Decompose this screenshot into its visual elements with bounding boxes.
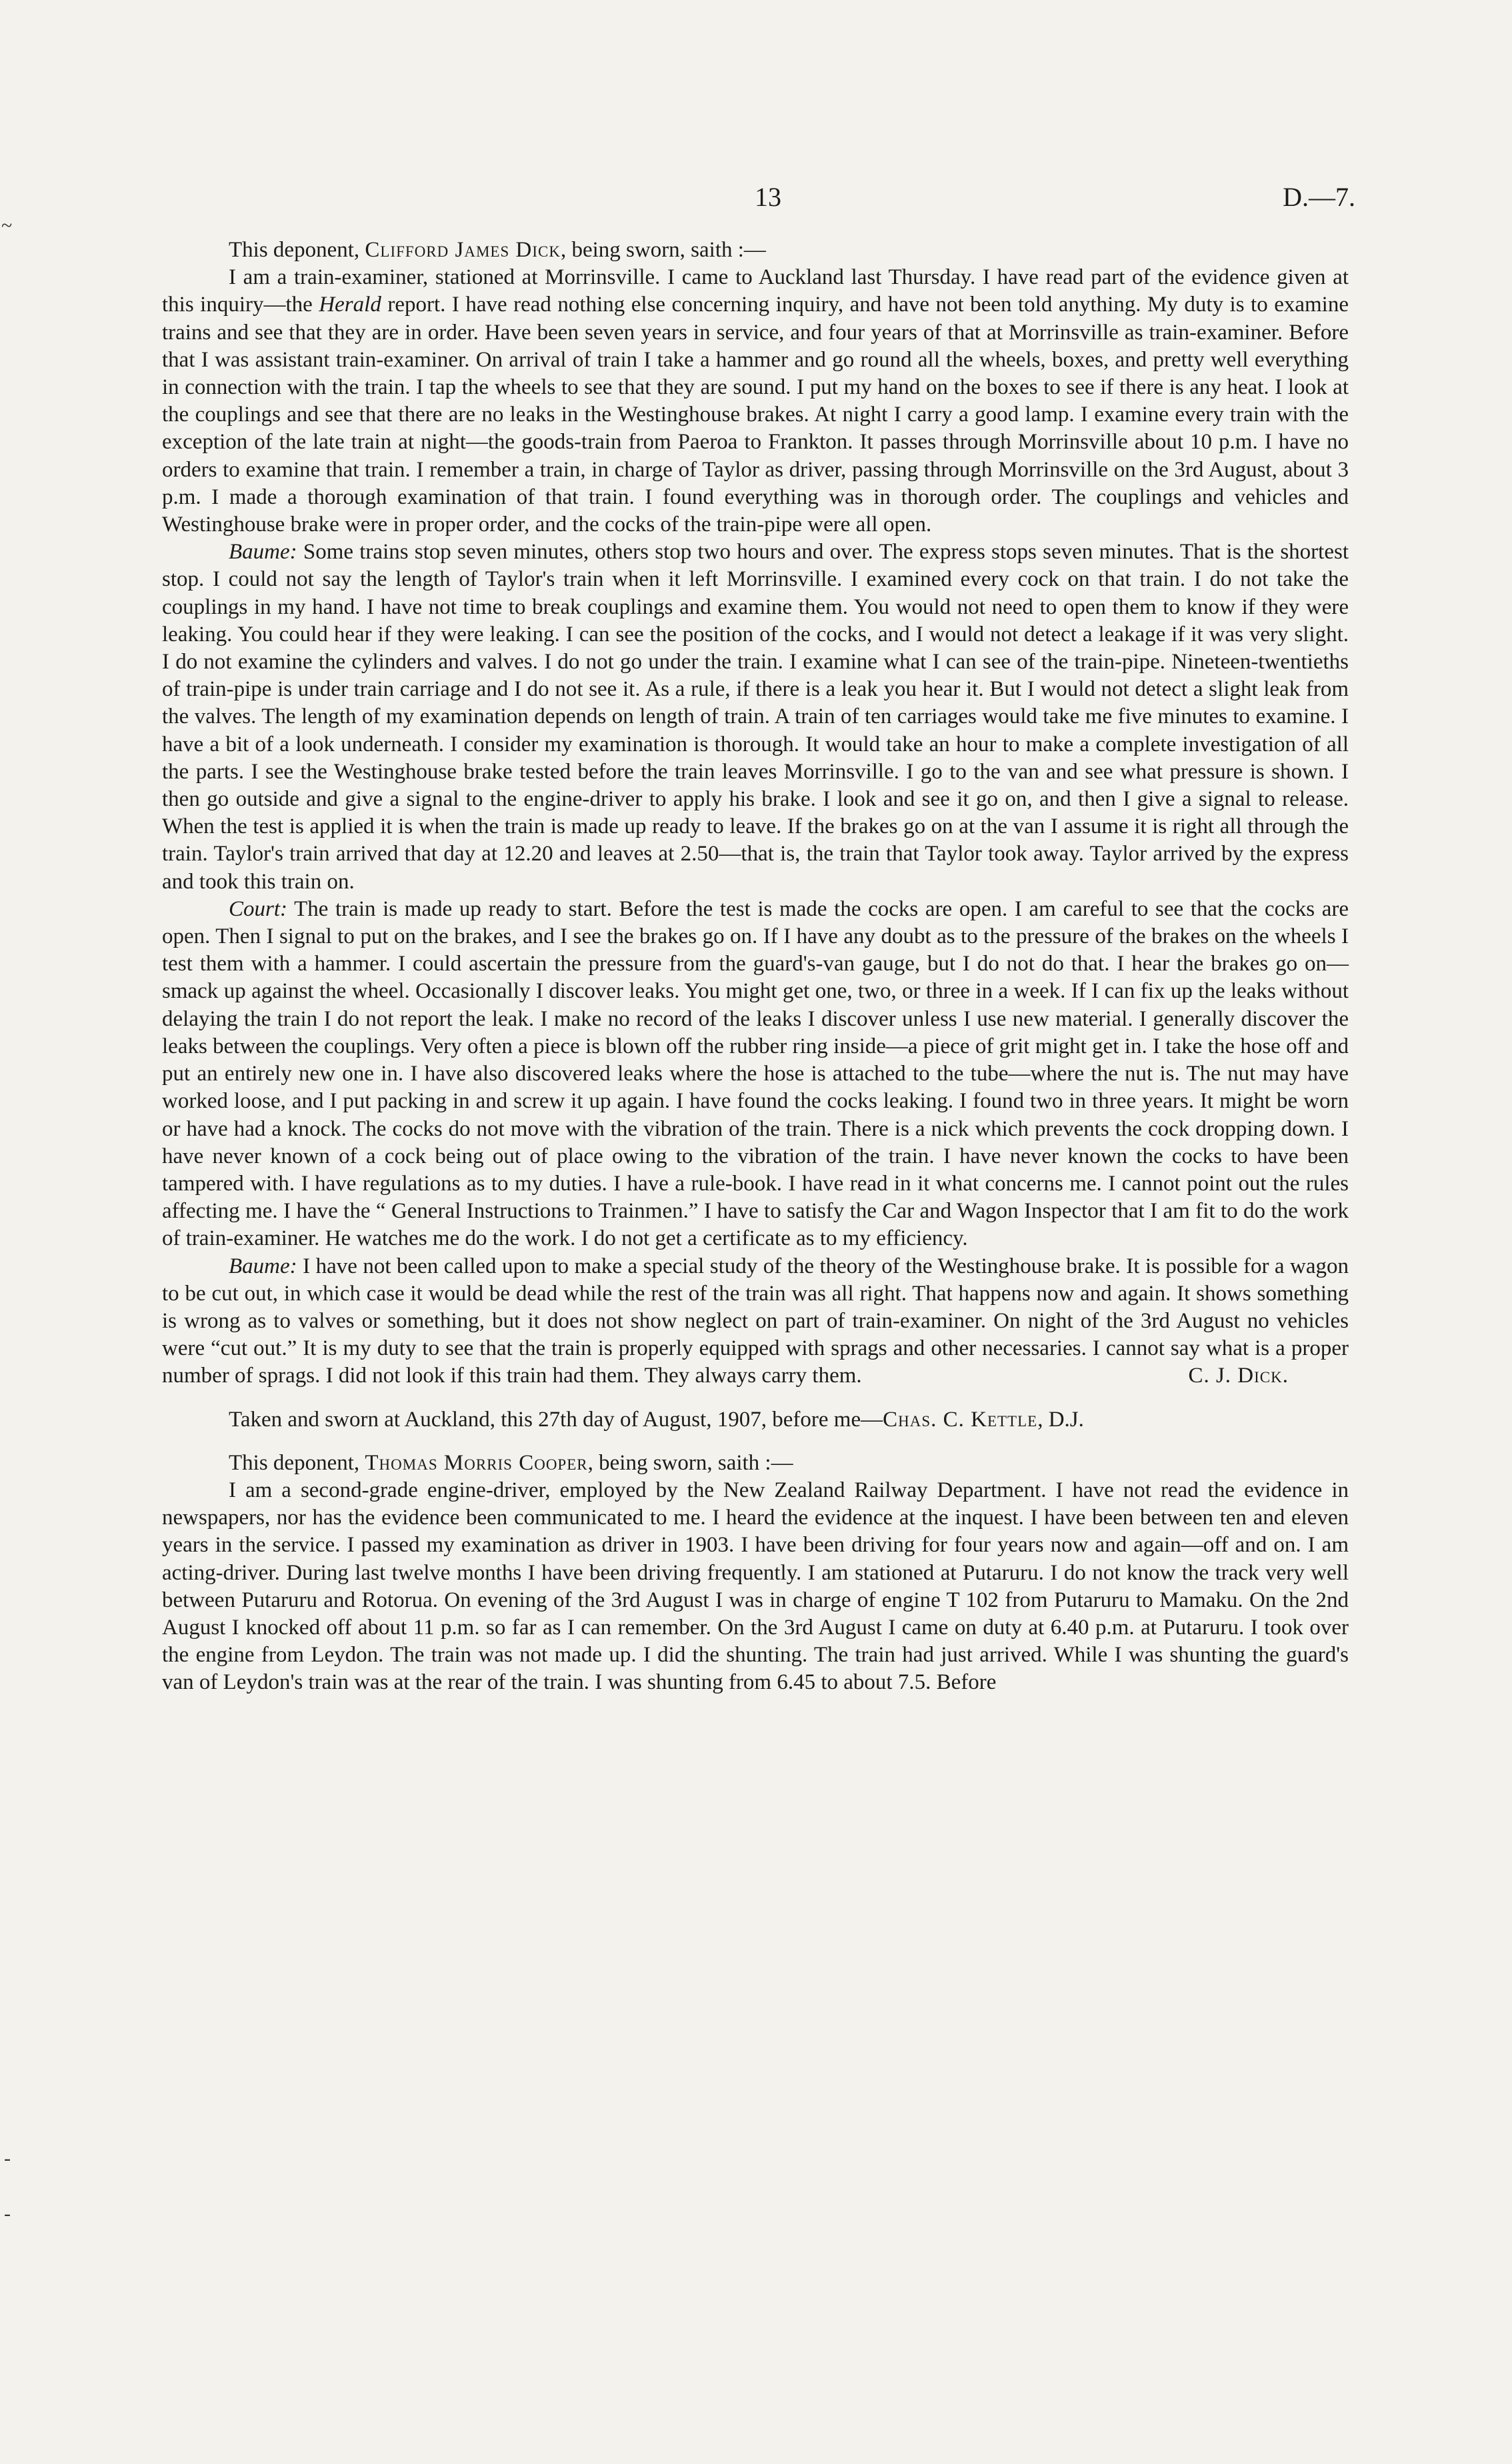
paragraph-text: I am a train-examiner, stationed at Morrinsville. I came to Auckland last Thursday. I have read part of the evidence given at this inquiry—the — [162, 265, 1349, 317]
sworn-statement — [162, 1406, 1349, 1434]
deposition-intro-dick — [162, 237, 1349, 264]
paragraph-text: Some trains stop seven minutes, others stop two hours and over. The express stops seven minutes. That is the shortest stop. I could not say the length of Taylor's train when it left Morrinsville. I examined every cock on that train. I do not take the couplings in my hand. I have not time to break couplings and examine them. You would not need to open them to know if they were leaking. You could hear if they were leaking. I can see the position of the cocks, and I would not detect a leakage if it was very slight. I do not examine the cylinders and valves. I do not go under the train. I examine what I can see of the train-pipe. Nineteen-twentieths of train-pipe is under train carriage and I do not see it. As a rule, if there is a leak you hear it. But I would not detect a slight leak from the valves. The length of my examination depends on length of train. A train of ten carriages would take me five minutes to examine. I have a bit of a look underneath. I consider my examination is thorough. It would take an hour to make a complete investigation of all the parts. I see the Westinghouse brake tested before the train leaves Morrinsville. I go to the van and see what pressure is shown. I then go outside and give a signal to the engine-driver to apply his brake. I look and see it go on, and then I give a signal to release. When the test is applied it is when the train is made up ready to leave. If the brakes go on at the van I assume it is right all through the train. Taylor's train arrived that day at 12.20 and leaves at 2.50—that is, the train that Taylor took away. Taylor arrived by the express and took this train on. — [162, 540, 1349, 894]
document-reference: D.—7. — [1283, 182, 1355, 212]
magistrate-name: Chas. C. Kettle — [883, 1407, 1038, 1432]
cross-examination-paragraph — [162, 1253, 1349, 1390]
court-examination-paragraph — [162, 896, 1349, 1253]
sworn-text: , D.J. — [1037, 1407, 1084, 1432]
sworn-text: Taken and sworn at Auckland, this 27th day of August, 1907, before me— — [229, 1407, 883, 1432]
evidence-paragraph — [162, 1477, 1349, 1697]
margin-mark: - — [4, 2203, 11, 2225]
examiner-label: Baume: — [229, 1254, 297, 1278]
deponent-name: Thomas Morris Cooper — [365, 1450, 588, 1475]
paragraph-text: The train is made up ready to start. Before the test is made the cocks are open. I am careful to see that the cocks are open. Then I signal to put on the brakes, and I see the brakes go on. If I have any doubt as to the pressure of the brakes on the wheels I test them with a hammer. I could ascertain the pressure from the guard's-van gauge, but I do not do that. I hear the brakes go on—smack up against the wheel. Occasionally I discover leaks. You might get one, two, or three in a week. If I can fix up the leaks without delaying the train I do not report the leak. I make no record of the leaks I discover unless I use new material. I generally discover the leaks between the couplings. Very often a piece is blown off the rubber ring inside—a piece of grit might get in. I take the hose off and put an entirely new one in. I have also discovered leaks where the hose is attached to the tube—where the nut is. The nut may have worked loose, and I put packing in and screw it up again. I have found the cocks leaking. I found two in three years. It might be worn or have had a knock. The cocks do not move with the vibration of the train. There is a nick which prevents the cock dropping down. I have never known of a cock being out of place owing to the vibration of the train. I have never known the cocks to have been tampered with. I have regulations as to my duties. I have a rule-book. I have read in it what concerns me. I cannot point out the rules affecting me. I have the “ General Instructions to Trainmen.” I have to satisfy the Car and Wagon Inspector that I am fit to do the work of train-examiner. He watches me do the work. I do not get a certificate as to my efficiency. — [162, 896, 1349, 1251]
examiner-label: Court: — [229, 896, 288, 921]
evidence-paragraph — [162, 264, 1349, 539]
examiner-label: Baume: — [229, 540, 297, 565]
deposition-intro-cooper — [162, 1450, 1349, 1477]
newspaper-name: Herald — [319, 293, 381, 317]
page-header — [0, 181, 1512, 221]
intro-text: This deponent, — [229, 238, 365, 262]
cross-examination-paragraph — [162, 539, 1349, 896]
intro-text: , being sworn, saith :— — [587, 1450, 793, 1475]
paragraph-text: I have not been called upon to make a special study of the theory of the Westinghouse brake. It is possible for a wagon to be cut out, in which case it would be dead while the rest of the train was all right. That happens now and again. It shows something is wrong as to valves or something, but it does not show neglect on part of train-examiner. On night of the 3rd August no vehicles were “cut out.” It is my duty to see that the train is properly equipped with sprags and other necessaries. I cannot say what is a proper number of sprags. I did not look if this train had them. They always carry them. — [162, 1254, 1349, 1388]
document-body — [162, 237, 1349, 1697]
paragraph-text: report. I have read nothing else concerning inquiry, and have not been told anything. My duty is to examine trains and see that they are in order. Have been seven years in service, and four years of that at Morrinsville as train-examiner. Before that I was assistant train-examiner. On arrival of train I take a hammer and go round all the wheels, boxes, and pretty well everything in connection with the train. I tap the wheels to see that they are sound. I put my hand on the boxes to see if there is any heat. I look at the couplings and see that there are no leaks in the Westinghouse brakes. At night I carry a good lamp. I examine every train with the exception of the late train at night—the goods-train from Paeroa to Frankton. It passes through Morrinsville about 10 p.m. I have no orders to examine that train. I remember a train, in charge of Taylor as driver, passing through Morrinsville on the 3rd August, about 3 p.m. I made a thorough examination of that train. I found everything was in thorough order. The couplings and vehicles and Westinghouse brake were in proper order, and the cocks of the train-pipe were all open. — [162, 293, 1349, 537]
deponent-name: Clifford James Dick — [365, 238, 561, 262]
signature: C. J. Dick. — [1188, 1364, 1289, 1388]
margin-mark: ~ — [1, 215, 13, 237]
margin-mark: - — [4, 2147, 11, 2169]
intro-text: , being sworn, saith :— — [560, 238, 766, 262]
intro-text: This deponent, — [229, 1450, 365, 1475]
page-number: 13 — [755, 182, 781, 212]
paragraph-text: I am a second-grade engine-driver, employed by the New Zealand Railway Department. I have not read the evidence in newspapers, nor has the evidence been communicated to me. I heard the evidence at the inquest. I have been between ten and eleven years in the service. I passed my examination as driver in 1903. I have been driving for four years now and again—off and on. I am acting-driver. During last twelve months I have been driving frequently. I am stationed at Putaruru. I do not know the track very well between Putaruru and Rotorua. On evening of the 3rd August I was in charge of engine T 102 from Putaruru to Mamaku. On the 2nd August I knocked off about 11 p.m. so far as I can remember. On the 3rd August I came on duty at 6.40 p.m. at Putaruru. I took over the engine from Leydon. The train was not made up. I did the shunting. The train had just arrived. While I was shunting the guard's van of Leydon's train was at the rear of the train. I was shunting from 6.45 to about 7.5. Before — [162, 1478, 1349, 1695]
